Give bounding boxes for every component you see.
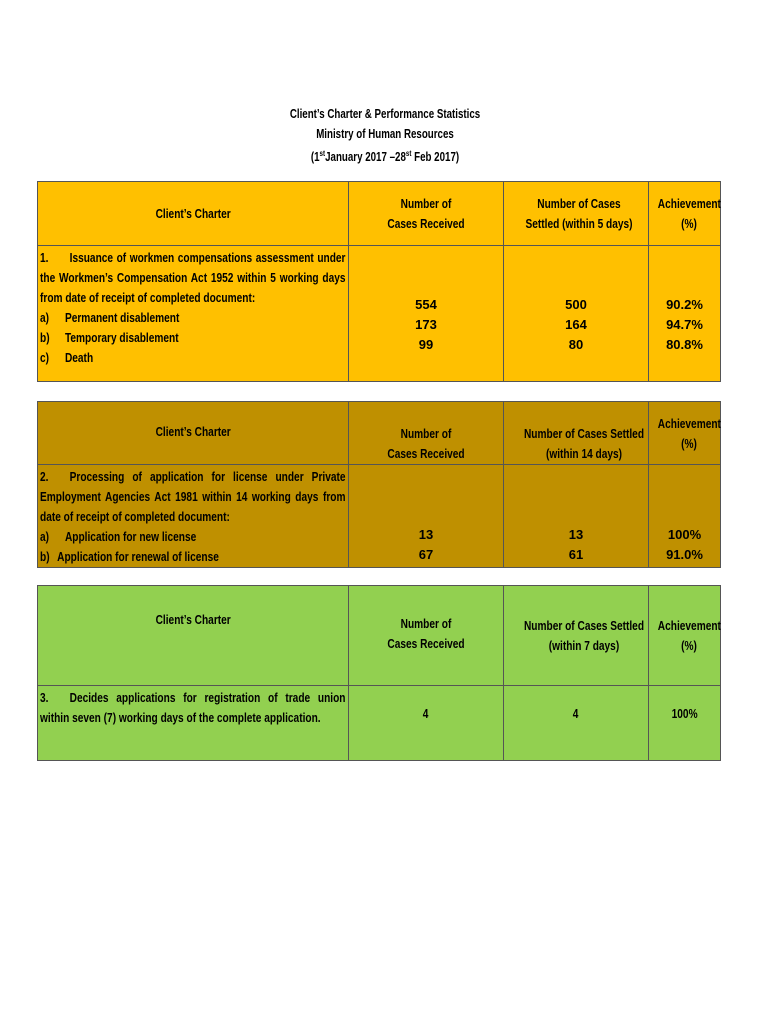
header-clients-charter: Client’s Charter	[38, 182, 349, 246]
received-value: 99	[418, 337, 434, 352]
item-description: Processing of application for license under Private Employment Agencies Act 1981 within 14 working days from date of receipt of completed document:	[40, 469, 346, 524]
item-description: Decides applications for registration of trade union within seven (7) working days of the complete application.	[40, 690, 346, 725]
charter-description-1	[38, 246, 349, 382]
header-cases-settled: Number of Cases Settled (within 7 days)	[504, 586, 649, 686]
header-cases-received: Number of Cases Received	[349, 182, 504, 246]
achievement-value: 100%	[667, 527, 702, 542]
achievement-value: 80.8%	[666, 337, 703, 352]
title-line-2: Ministry of Human Resources	[316, 127, 454, 141]
charter-table-1	[37, 181, 721, 382]
charter-table-2	[37, 401, 721, 568]
sub-item: b) Temporary disablement	[40, 330, 179, 345]
received-values	[349, 465, 504, 568]
header-clients-charter: Client’s Charter	[38, 402, 349, 465]
settled-value: 80	[568, 337, 584, 352]
settled-value: 13	[568, 527, 584, 542]
header-cases-settled: Number of Cases Settled (within 5 days)	[504, 182, 649, 246]
achievement-values	[649, 246, 721, 382]
sub-item: a) Permanent disablement	[40, 310, 180, 325]
header-achievement: Achievement (%)	[649, 182, 721, 246]
header-achievement: Achievement (%)	[649, 586, 721, 686]
sub-item: b) Application for renewal of license	[40, 549, 219, 564]
charter-table-3	[37, 585, 721, 761]
received-value: 173	[415, 317, 437, 332]
settled-values	[504, 465, 649, 568]
settled-values	[504, 246, 649, 382]
item-description: Issuance of workmen compensations assessment under the Workmen’s Compensation Act 1952 within 5 working days from date of receipt of completed document:	[40, 250, 346, 305]
settled-value: 500	[565, 297, 587, 312]
header-cases-received: Number of Cases Received	[349, 586, 504, 686]
received-value: 13	[418, 527, 434, 542]
received-value: 554	[415, 297, 437, 312]
sub-item: a) Application for new license	[40, 529, 197, 544]
charter-description-2	[38, 465, 349, 568]
header-achievement: Achievement (%)	[649, 402, 721, 465]
document-title	[85, 104, 686, 167]
item-number: 3.	[40, 690, 49, 705]
header-cases-received: Number of Cases Received	[349, 402, 504, 465]
item-number: 1.	[40, 250, 49, 265]
achievement-value: 90.2%	[666, 297, 703, 312]
sub-item: c) Death	[40, 350, 94, 365]
item-number: 2.	[40, 469, 49, 484]
achievement-value: 91.0%	[666, 547, 703, 562]
title-line-1: Client’s Charter & Performance Statistics	[289, 107, 481, 121]
achievement-values	[649, 465, 721, 568]
settled-value: 4	[504, 686, 649, 761]
settled-value: 164	[565, 317, 587, 332]
header-clients-charter: Client’s Charter	[38, 586, 349, 686]
received-value: 4	[349, 686, 504, 761]
achievement-value: 100%	[649, 686, 721, 761]
title-line-3: (1stJanuary 2017 –28st Feb 2017)	[310, 149, 460, 165]
received-values	[349, 246, 504, 382]
settled-value: 61	[568, 547, 584, 562]
header-cases-settled: Number of Cases Settled (within 14 days)	[504, 402, 649, 465]
charter-description-3	[38, 686, 349, 761]
achievement-value: 94.7%	[666, 317, 703, 332]
received-value: 67	[418, 547, 434, 562]
